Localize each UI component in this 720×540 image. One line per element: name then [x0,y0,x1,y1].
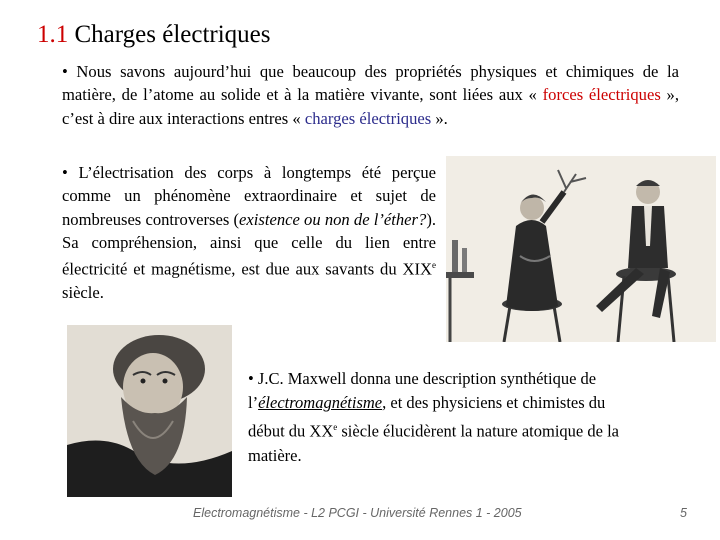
bullet3-superscript: e [333,422,338,432]
bullet2-superscript: e [432,260,436,271]
bullet1-text-end: ». [431,108,448,128]
bullet-forces-electriques [62,60,679,130]
bullet2-text-start: • L’électrisation des corps à longtemps été perçue comme un phénomène extraordinaire et sujet de nombreuses controverses ( [62,163,436,229]
bullet-maxwell [248,367,638,468]
slide-title [37,20,271,50]
highlight-charges-electriques: charges électriques [304,108,432,128]
page-number: 5 [680,506,687,520]
section-number: 1.1 [37,21,69,48]
highlight-forces-electriques: forces électriques [542,85,661,105]
bullet3-text-start: • J.C. Maxwell donna une description synthétique de l’ [248,369,597,412]
bullet2-text-middle: ). Sa compréhension, ainsi que celle du lien entre électricité et magnétisme, est due aux savants du XIX [62,209,436,279]
maxwell-portrait [67,325,232,497]
bullet3-italic: électromagnétisme [258,393,383,412]
bullet3-text-end: siècle élucidèrent la nature atomique de la matière. [248,421,619,465]
bullet2-italic: existence ou non de l’éther? [239,209,427,229]
title-text: Charges électriques [74,21,271,48]
slide-footer: Electromagnétisme - L2 PCGI - Université Rennes 1 - 2005 [193,506,522,520]
bullet3-text-middle: , et des physiciens et chimistes du début du XX [248,393,606,441]
bullet1-text-middle: », c’est à dire aux interactions entres « [62,85,680,128]
bullet2-text-end: siècle. [62,283,104,303]
bullet1-text-start: • Nous savons aujourd’hui que beaucoup des propriétés physiques et chimiques de la matière, de l’atome au solide et à la matière vivante, sont liées aux « [62,62,679,105]
bullet-electrisation [62,161,436,304]
electrification-experiment-illustration [446,156,716,342]
